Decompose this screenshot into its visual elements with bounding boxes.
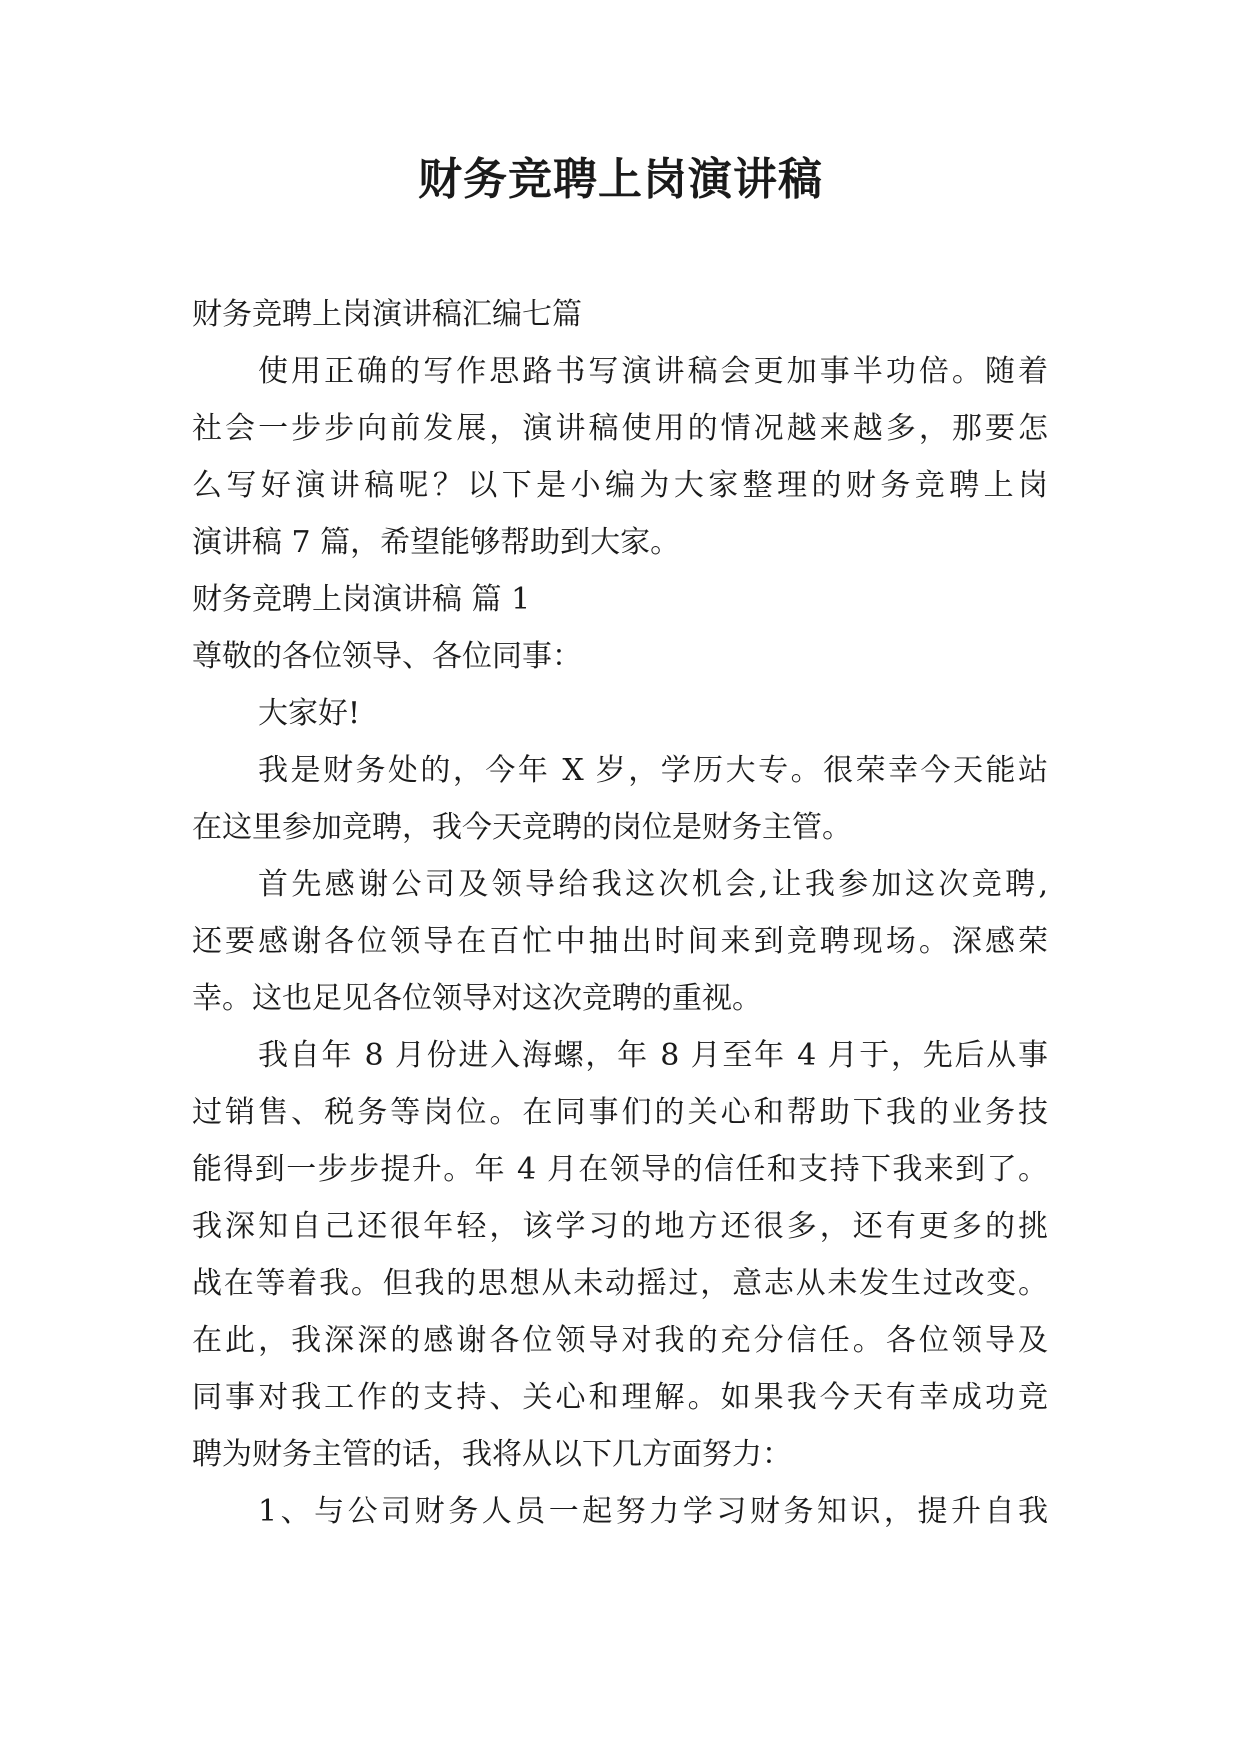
text-line: 战在等着我。但我的思想从未动摇过，意志从未发生过改变。 — [192, 1266, 1048, 1301]
text-line: 财务竞聘上岗演讲稿 篇 1 — [192, 582, 531, 617]
text-line: 1、与公司财务人员一起努力学习财务知识，提升自我 — [258, 1494, 1048, 1529]
document-title: 财务竞聘上岗演讲稿 — [418, 154, 823, 205]
text-line: 我深知自己还很年轻，该学习的地方还很多，还有更多的挑 — [192, 1209, 1048, 1244]
text-line: 使用正确的写作思路书写演讲稿会更加事半功倍。随着 — [258, 354, 1048, 389]
text-line: 么写好演讲稿呢？以下是小编为大家整理的财务竞聘上岗 — [192, 468, 1048, 503]
document-body — [192, 286, 1048, 1540]
text-line: 聘为财务主管的话，我将从以下几方面努力： — [192, 1437, 792, 1472]
text-line: 幸。这也足见各位领导对这次竞聘的重视。 — [192, 981, 762, 1016]
text-line: 在此，我深深的感谢各位领导对我的充分信任。各位领导及 — [192, 1323, 1048, 1358]
text-line: 我自年 8 月份进入海螺，年 8 月至年 4 月于，先后从事 — [258, 1038, 1048, 1073]
text-line: 还要感谢各位领导在百忙中抽出时间来到竞聘现场。深感荣 — [192, 924, 1048, 959]
text-line: 我是财务处的，今年 X 岁，学历大专。很荣幸今天能站 — [258, 753, 1048, 788]
text-line: 演讲稿 7 篇，希望能够帮助到大家。 — [192, 525, 681, 560]
text-line: 过销售、税务等岗位。在同事们的关心和帮助下我的业务技 — [192, 1095, 1048, 1130]
text-line: 财务竞聘上岗演讲稿汇编七篇 — [192, 297, 582, 332]
text-line: 尊敬的各位领导、各位同事： — [192, 639, 582, 674]
text-line: 在这里参加竞聘，我今天竞聘的岗位是财务主管。 — [192, 810, 852, 845]
text-line: 能得到一步步提升。年 4 月在领导的信任和支持下我来到了。 — [192, 1152, 1048, 1187]
text-line: 同事对我工作的支持、关心和理解。如果我今天有幸成功竞 — [192, 1380, 1048, 1415]
text-line: 首先感谢公司及领导给我这次机会,让我参加这次竞聘, — [258, 867, 1048, 902]
text-line: 社会一步步向前发展，演讲稿使用的情况越来越多，那要怎 — [192, 411, 1048, 446]
text-line: 大家好! — [258, 696, 361, 731]
